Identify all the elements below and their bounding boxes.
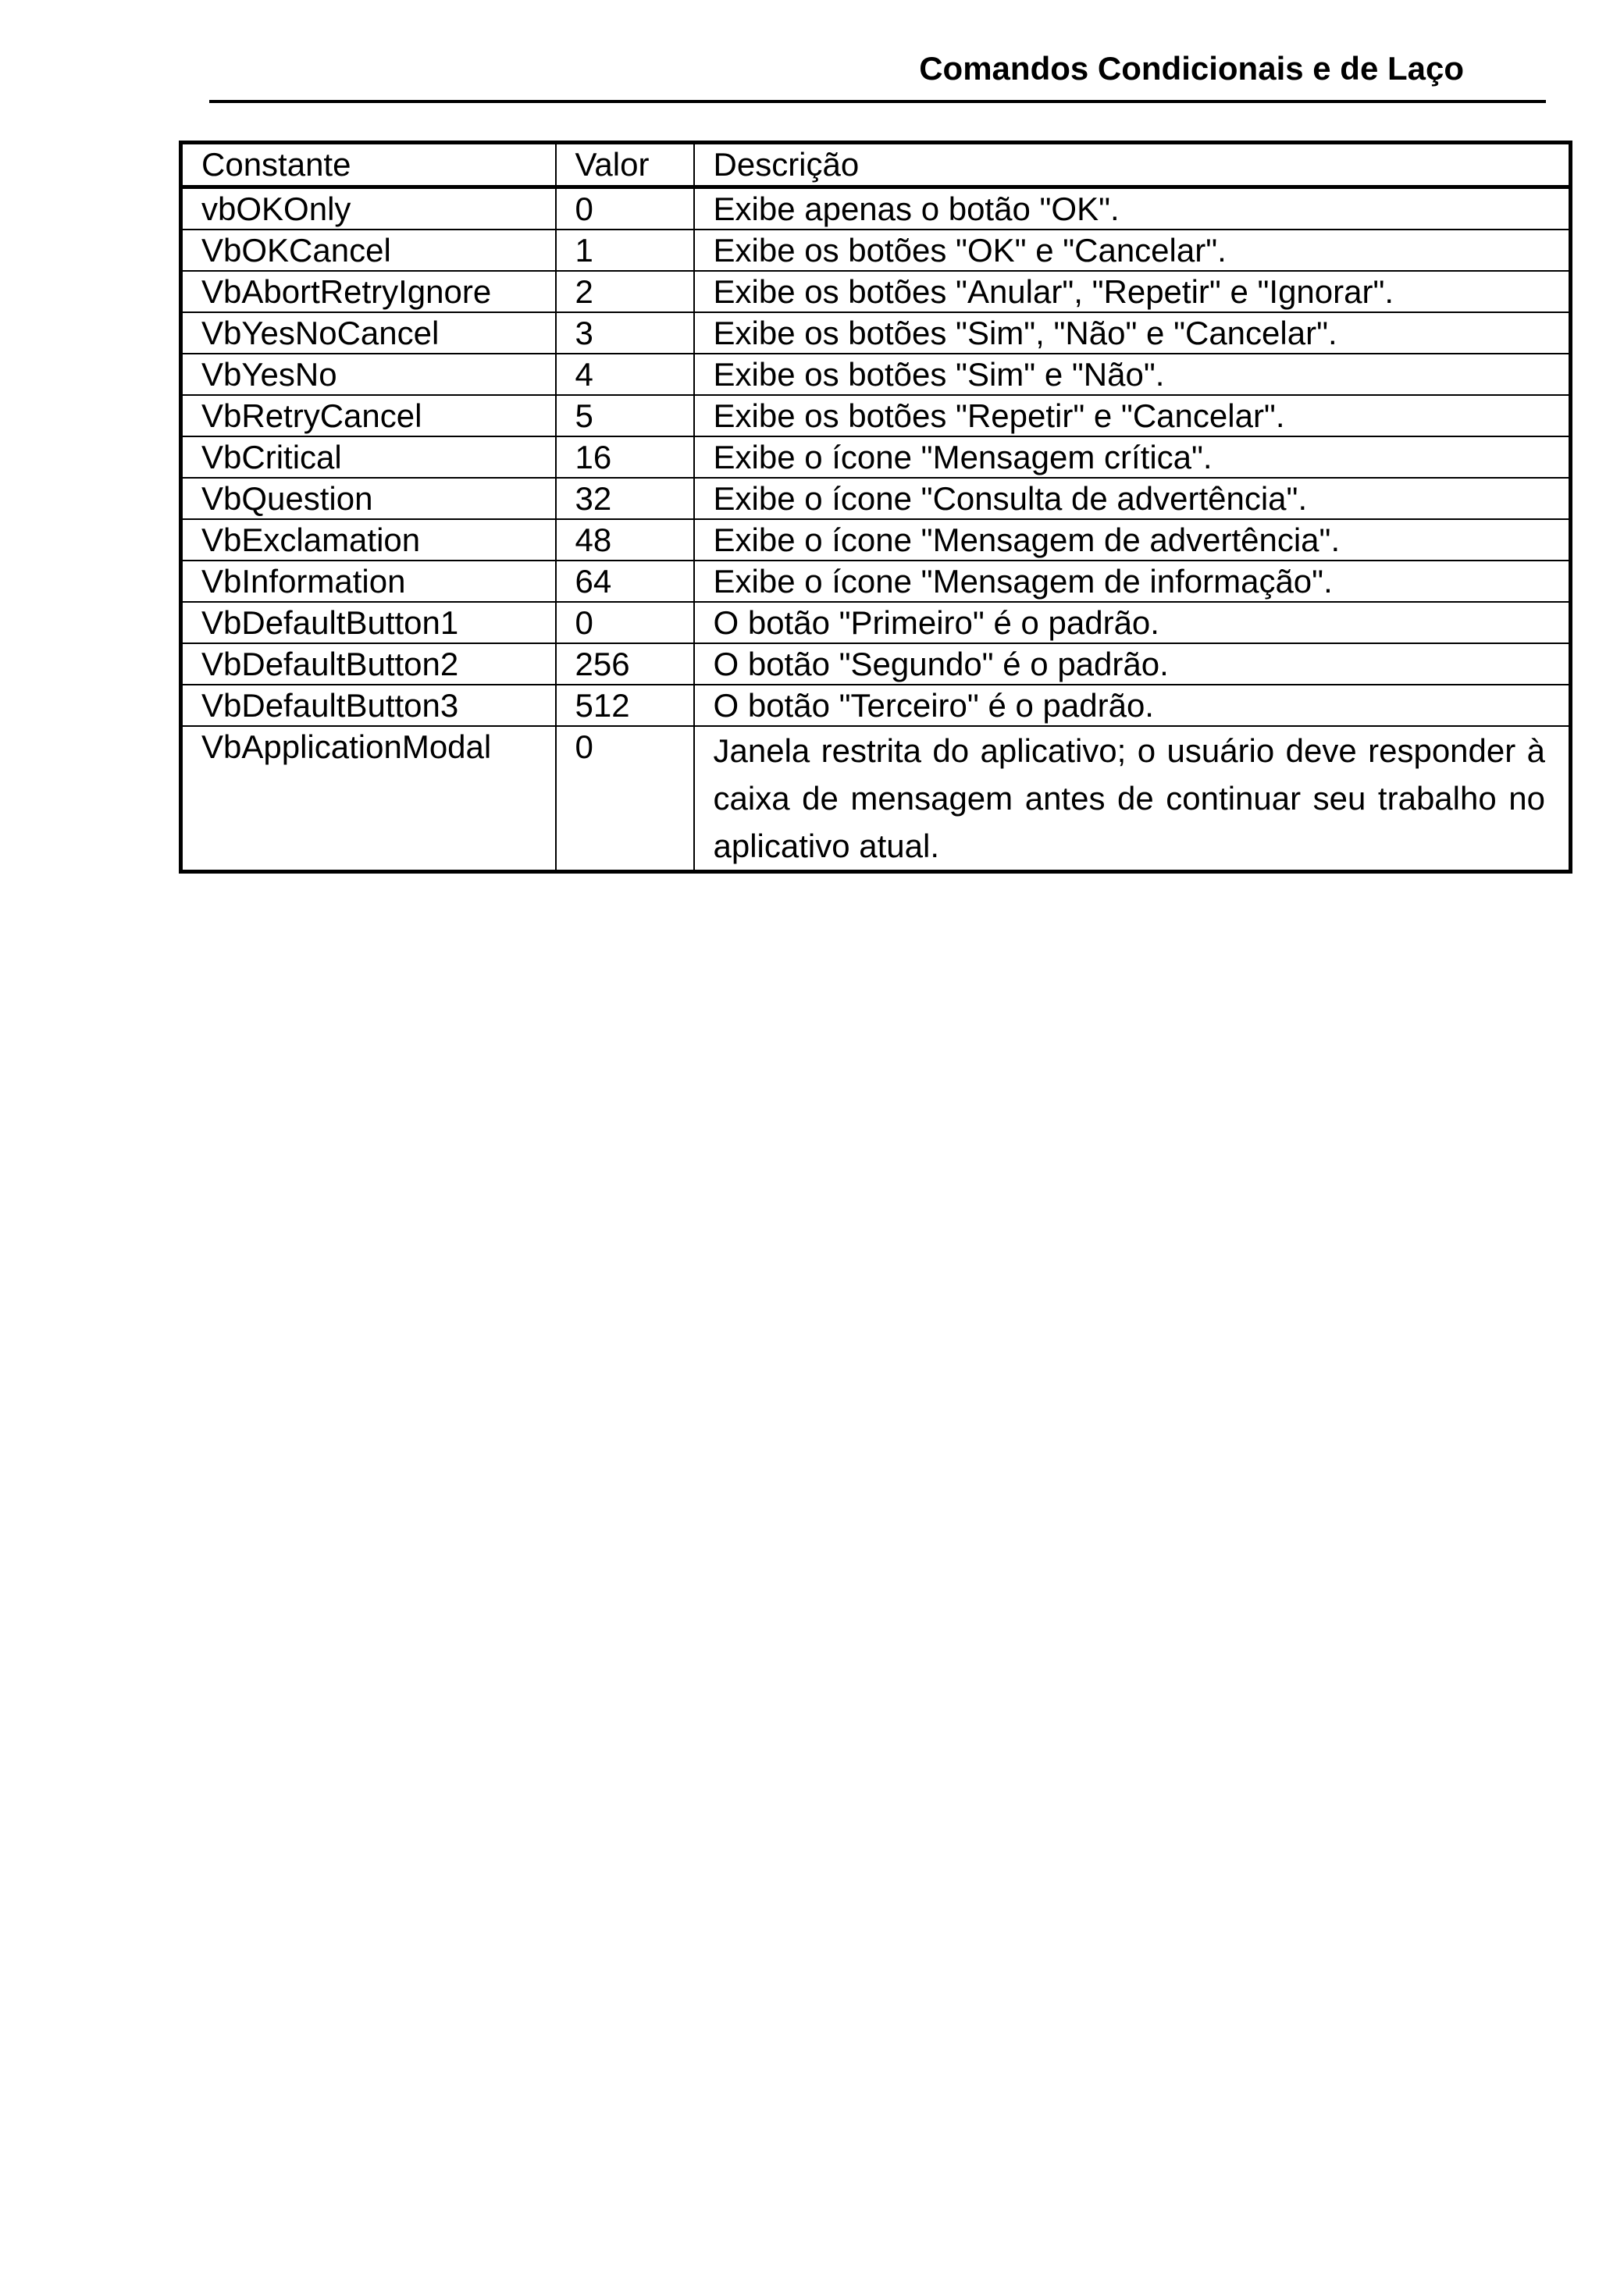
cell-valor: 32 xyxy=(556,478,694,519)
cell-constante: VbDefaultButton3 xyxy=(181,685,556,726)
table-row xyxy=(181,187,1571,230)
cell-descricao: Exibe os botões "Anular", "Repetir" e "Ignorar". xyxy=(694,271,1571,312)
cell-valor: 5 xyxy=(556,395,694,436)
table-row xyxy=(181,561,1571,602)
cell-valor: 16 xyxy=(556,436,694,478)
running-header-title: Comandos Condicionais e de Laço xyxy=(919,50,1464,87)
cell-valor: 4 xyxy=(556,354,694,395)
table-row xyxy=(181,436,1571,478)
table-row xyxy=(181,230,1571,271)
cell-valor: 3 xyxy=(556,312,694,354)
cell-descricao: Exibe os botões "Repetir" e "Cancelar". xyxy=(694,395,1571,436)
column-header-constante: Constante xyxy=(181,143,556,187)
cell-constante: VbOKCancel xyxy=(181,230,556,271)
table-row xyxy=(181,478,1571,519)
cell-constante: VbDefaultButton1 xyxy=(181,602,556,643)
cell-valor: 64 xyxy=(556,561,694,602)
cell-descricao: Exibe o ícone "Mensagem de advertência". xyxy=(694,519,1571,561)
cell-constante: VbRetryCancel xyxy=(181,395,556,436)
table-row xyxy=(181,602,1571,643)
cell-constante: VbApplicationModal xyxy=(181,726,556,872)
cell-descricao: Exibe o ícone "Mensagem de informação". xyxy=(694,561,1571,602)
cell-descricao: Exibe apenas o botão "OK". xyxy=(694,187,1571,230)
table-row xyxy=(181,395,1571,436)
cell-descricao: Exibe o ícone "Mensagem crítica". xyxy=(694,436,1571,478)
cell-constante: VbQuestion xyxy=(181,478,556,519)
column-header-descricao: Descrição xyxy=(694,143,1571,187)
cell-valor: 0 xyxy=(556,726,694,872)
cell-descricao: Exibe os botões "OK" e "Cancelar". xyxy=(694,230,1571,271)
cell-constante: VbAbortRetryIgnore xyxy=(181,271,556,312)
header-rule xyxy=(209,100,1546,103)
cell-descricao: Exibe o ícone "Consulta de advertência". xyxy=(694,478,1571,519)
table-row xyxy=(181,519,1571,561)
cell-constante: VbYesNo xyxy=(181,354,556,395)
cell-descricao: Exibe os botões "Sim", "Não" e "Cancelar". xyxy=(694,312,1571,354)
cell-valor: 48 xyxy=(556,519,694,561)
column-header-valor: Valor xyxy=(556,143,694,187)
table-row xyxy=(181,354,1571,395)
cell-descricao: Exibe os botões "Sim" e "Não". xyxy=(694,354,1571,395)
cell-constante: VbYesNoCancel xyxy=(181,312,556,354)
cell-constante: vbOKOnly xyxy=(181,187,556,230)
cell-constante: VbCritical xyxy=(181,436,556,478)
table-row xyxy=(181,685,1571,726)
cell-constante: VbInformation xyxy=(181,561,556,602)
cell-valor: 2 xyxy=(556,271,694,312)
cell-constante: VbDefaultButton2 xyxy=(181,643,556,685)
cell-descricao: O botão "Segundo" é o padrão. xyxy=(694,643,1571,685)
cell-constante: VbExclamation xyxy=(181,519,556,561)
table-row xyxy=(181,643,1571,685)
cell-valor: 0 xyxy=(556,602,694,643)
table-row xyxy=(181,726,1571,872)
cell-valor: 1 xyxy=(556,230,694,271)
cell-valor: 0 xyxy=(556,187,694,230)
cell-valor: 256 xyxy=(556,643,694,685)
table-row xyxy=(181,312,1571,354)
cell-descricao: O botão "Terceiro" é o padrão. xyxy=(694,685,1571,726)
constants-table xyxy=(179,141,1572,874)
table-header-row xyxy=(181,143,1571,187)
cell-descricao: O botão "Primeiro" é o padrão. xyxy=(694,602,1571,643)
table-row xyxy=(181,271,1571,312)
cell-valor: 512 xyxy=(556,685,694,726)
cell-descricao: Janela restrita do aplicativo; o usuário deve responder à caixa de mensagem antes de continuar seu trabalho no aplicativo atual. xyxy=(694,726,1571,872)
